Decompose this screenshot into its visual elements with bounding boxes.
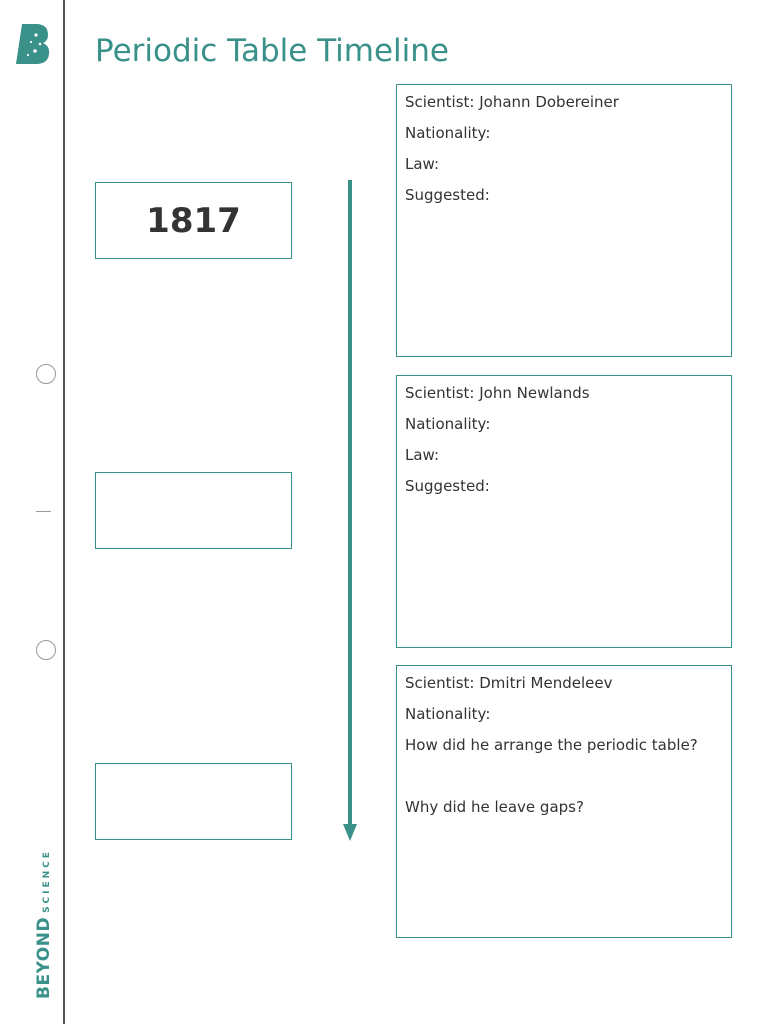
nationality-label: Nationality: xyxy=(405,124,491,142)
page-title: Periodic Table Timeline xyxy=(95,33,450,69)
gaps-question: Why did he leave gaps? xyxy=(405,798,584,816)
scientist-label: Scientist: Dmitri Mendeleev xyxy=(405,674,613,692)
scientist-card-newlands xyxy=(396,375,732,648)
scientist-card-dobereiner xyxy=(396,84,732,357)
timeline-arrow-icon xyxy=(340,180,360,842)
suggested-label: Suggested: xyxy=(405,186,490,204)
brand-sub: SCIENCE xyxy=(42,849,52,913)
scientist-label: Scientist: John Newlands xyxy=(405,384,590,402)
beyond-logo-icon xyxy=(14,22,52,66)
law-label: Law: xyxy=(405,155,440,173)
year-box-1[interactable]: 1817 xyxy=(95,182,292,259)
margin-line xyxy=(63,0,65,1024)
brand-wordmark xyxy=(34,849,54,999)
arrange-question: How did he arrange the periodic table? xyxy=(405,736,698,754)
binder-hole xyxy=(36,364,56,384)
nationality-label: Nationality: xyxy=(405,705,491,723)
nationality-label: Nationality: xyxy=(405,415,491,433)
scientist-card-mendeleev xyxy=(396,665,732,938)
brand-main: BEYOND xyxy=(34,916,54,999)
law-label: Law: xyxy=(405,446,440,464)
suggested-label: Suggested: xyxy=(405,477,490,495)
binder-hole xyxy=(36,640,56,660)
scientist-label: Scientist: Johann Dobereiner xyxy=(405,93,619,111)
year-box-3[interactable] xyxy=(95,763,292,840)
year-box-2[interactable] xyxy=(95,472,292,549)
center-mark xyxy=(36,511,51,512)
answer-space xyxy=(405,761,723,792)
